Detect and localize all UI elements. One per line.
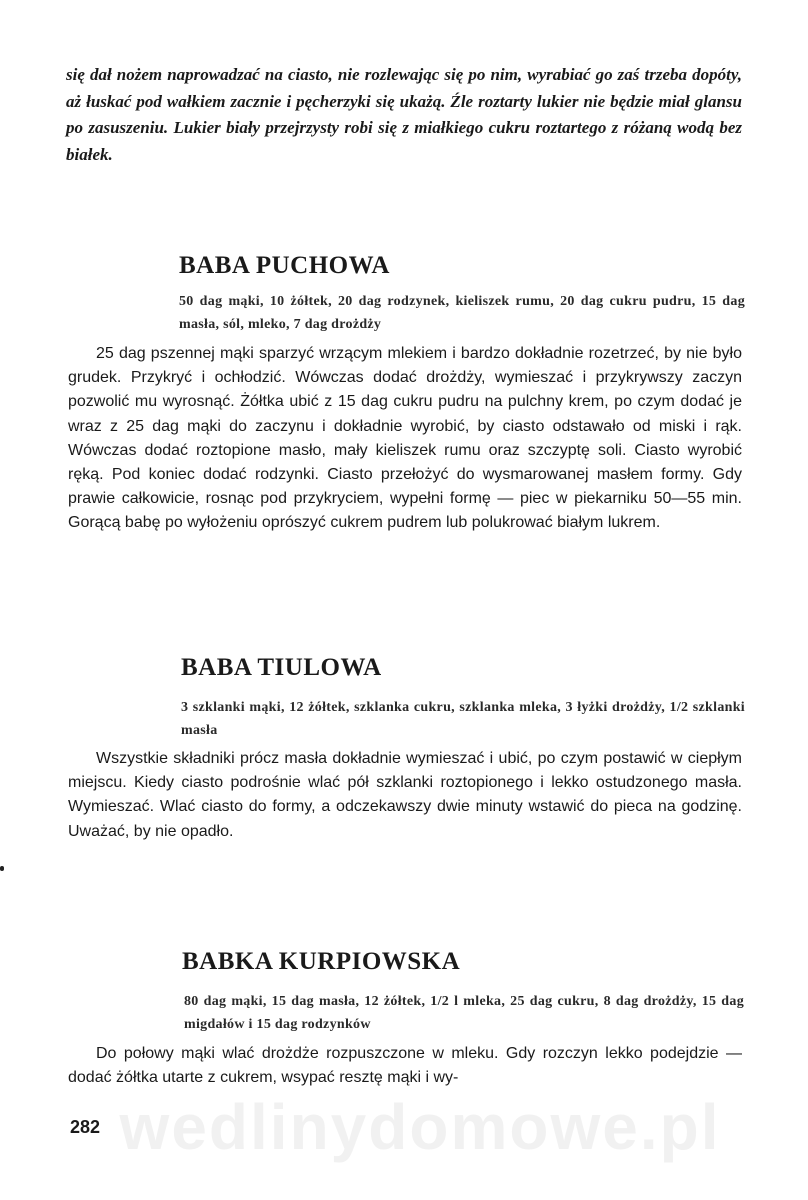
recipe-instructions (68, 747, 742, 844)
scan-edge-mark (0, 866, 4, 871)
recipe-instructions-text: 25 dag pszennej mąki sparzyć wrzącym mlekiem i bardzo dokładnie rozetrzeć, by nie było grudek. Przykryć i ochłodzić. Wówczas dodać drożdży, wymieszać i przykrywszy zaczyn pozwolić mu wyrosnąć. Żółtka ubić z 15 dag cukru pudru na pulchny krem, po czym dodać je wraz z 25 dag mąki do zaczynu i dokładnie wyrobić, by ciasto odstawało od miski i rąk. Wówczas dodać roztopione masło, mały kieliszek rumu oraz szczyptę soli. Ciasto wyrobić ręką. Pod koniec dodać rodzynki. Ciasto przełożyć do wysmarowanej masłem formy. Gdy prawie całkowicie, rosnąc pod przykryciem, wypełni formę — piec w piekarniku 50—55 min. Gorącą babę po wyłożeniu oprószyć cukrem pudrem lub polukrować białym lukrem. (68, 345, 742, 532)
recipe-title: BABA PUCHOWA (179, 252, 390, 279)
recipe-ingredients: 3 szklanki mąki, 12 żółtek, szklanka cukru, szklanka mleka, 3 łyżki drożdży, 1/2 szklanki masła (181, 700, 745, 738)
recipe-title: BABKA KURPIOWSKA (182, 948, 461, 975)
intro-paragraph: się dał nożem naprowadzać na ciasto, nie rozlewając się po nim, wyrabiać go zaś trzeba dopóty, aż łuskać pod wałkiem zacznie i pęcherzyki się ukażą. Źle roztarty lukier nie będzie miał glansu po zasuszeniu. Lukier biały przejrzysty robi się z miałkiego cukru roztartego z różaną wodą bez białek. (66, 65, 742, 164)
recipe-instructions-text: Do połowy mąki wlać drożdże rozpuszczone w mleku. Gdy rozczyn lekko podejdzie — dodać żółtka utarte z cukrem, wsypać resztę mąki i wy- (68, 1045, 742, 1087)
watermark: wedlinydomowe.pl (119, 1091, 721, 1163)
recipe-title: BABA TIULOWA (181, 654, 382, 681)
recipe-ingredients: 50 dag mąki, 10 żółtek, 20 dag rodzynek, kieliszek rumu, 20 dag cukru pudru, 15 dag masła, sól, mleko, 7 dag drożdży (179, 294, 745, 332)
recipe-instructions (68, 1042, 742, 1090)
page-number: 282 (70, 1117, 101, 1137)
recipe-instructions-text: Wszystkie składniki prócz masła dokładnie wymieszać i ubić, po czym postawić w ciepłym miejscu. Kiedy ciasto podrośnie wlać pół szklanki roztopionego i lekko ostudzonego masła. Wymieszać. Wlać ciasto do formy, a odczekawszy dwie minuty wstawić do pieca na godzinę. Uważać, by nie opadło. (68, 750, 742, 840)
recipe-ingredients: 80 dag mąki, 15 dag masła, 12 żółtek, 1/2 l mleka, 25 dag cukru, 8 dag drożdży, 15 dag migdałów i 15 dag rodzynków (184, 994, 744, 1032)
recipe-instructions (68, 342, 742, 536)
